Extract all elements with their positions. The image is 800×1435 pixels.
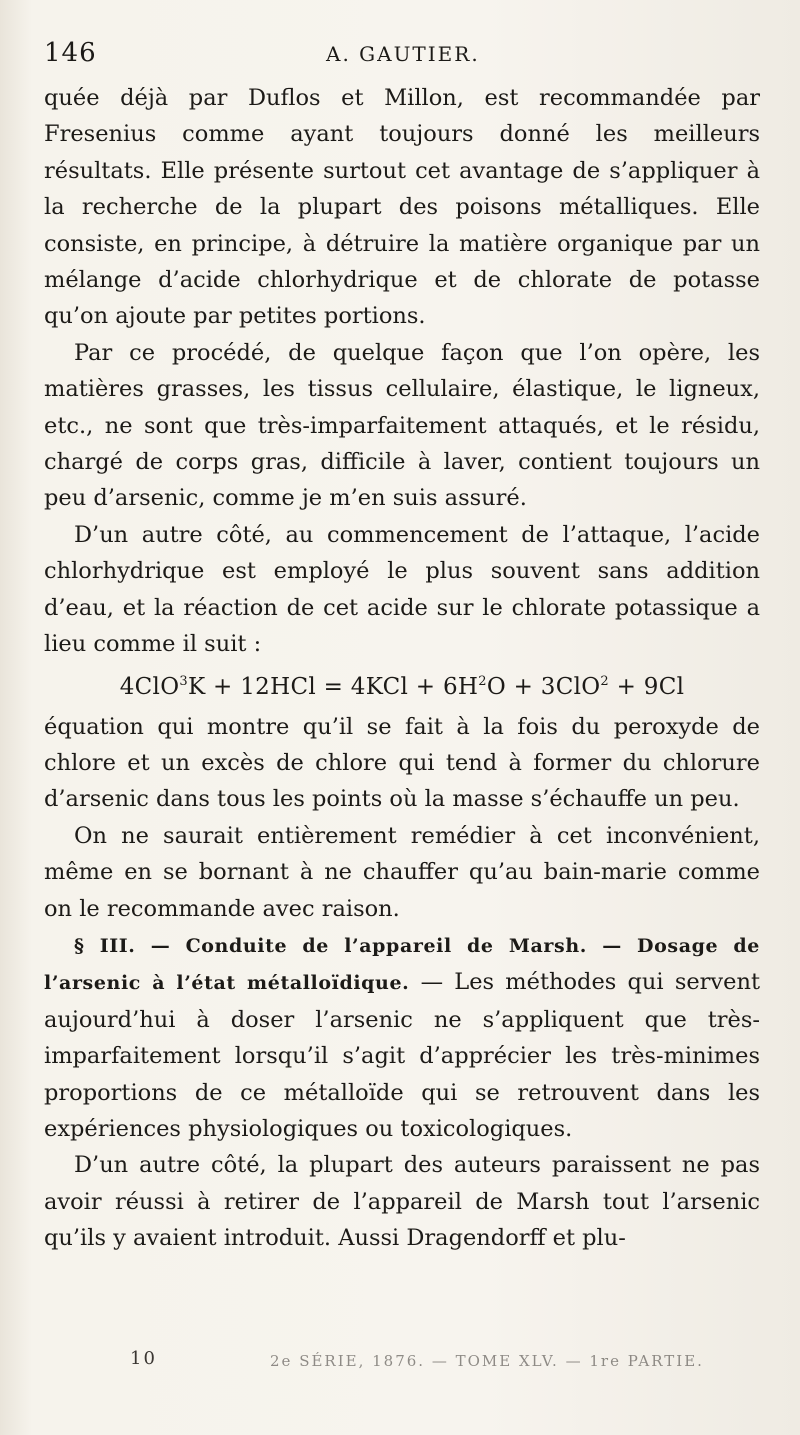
formula-sup: 3 [179,673,188,689]
chemical-equation [44,667,760,707]
formula-part: + 9Cl [609,673,685,700]
formula-sup: 2 [600,673,609,689]
formula-part: O + 3ClO [486,673,601,700]
signature-mark: 10 [130,1348,157,1369]
section-title: § III. — Conduite de l’appareil de Marsh. — Dosage de l’arsenic à l’état métalloïdique. [44,934,760,995]
running-head: A. GAUTIER. [326,42,480,66]
formula-part: K + 12HCl = 4KCl + 6H [187,673,479,700]
paragraph-1: quée déjà par Duflos et Millon, est recommandée par Fresenius comme ayant toujours donné les meilleurs résultats. Elle présente surtout cet avantage de s’appliquer à la recherche de la plupart des poisons métalliques. Elle consiste, en principe, à détruire la matière organique par un mélange d’acide chlorhydrique et de chlorate de potasse qu’on ajoute par petites portions. [44,85,760,330]
formula-sup: 2 [478,673,487,689]
page-footer [130,1348,730,1378]
formula-part: 4ClO [119,673,180,700]
section-paragraph [44,927,760,1147]
paragraph-2: Par ce procédé, de quelque façon que l’on opère, les matières grasses, les tissus cellulaire, élastique, le ligneux, etc., ne sont que très-imparfaitement attaqués, et le résidu, chargé de corps gras, difficile à laver, contient toujours un peu d’arsenic, comme je m’en suis assuré. [44,339,760,512]
paragraph-5: On ne saurait entièrement remédier à cet inconvénient, même en se bornant à ne chauffer qu’au bain-marie comme on le recommande avec raison. [44,822,760,922]
paragraph-4: équation qui montre qu’il se fait à la fois du peroxyde de chlore et un excès de chlore qui tend à former du chlorure d’arsenic dans tous les points où la masse s’échauffe un peu. [44,713,760,813]
page-number: 146 [44,38,97,68]
section-text: — Les méthodes qui servent aujourd’hui à doser l’arsenic ne s’appliquent que très-imparfaitement lorsqu’il s’agit d’apprécier les très-minimes proportions de ce métalloïde qui se retrouvent dans les expériences physiologiques ou toxicologiques. [44,969,760,1142]
paragraph-6: D’un autre côté, la plupart des auteurs paraissent ne pas avoir réussi à retirer de l’appareil de Marsh tout l’arsenic qu’ils y avaient introduit. Aussi Dragendorff et plu- [44,1152,760,1252]
footer-text: 2e SÉRIE, 1876. — TOME XLV. — 1re PARTIE. [270,1352,704,1370]
paragraph-3: D’un autre côté, au commencement de l’attaque, l’acide chlorhydrique est employé le plus souvent sans addition d’eau, et la réaction de cet acide sur le chlorate potassique a lieu comme il suit : [44,521,760,658]
page-body [44,80,760,1257]
page-header [44,34,760,74]
